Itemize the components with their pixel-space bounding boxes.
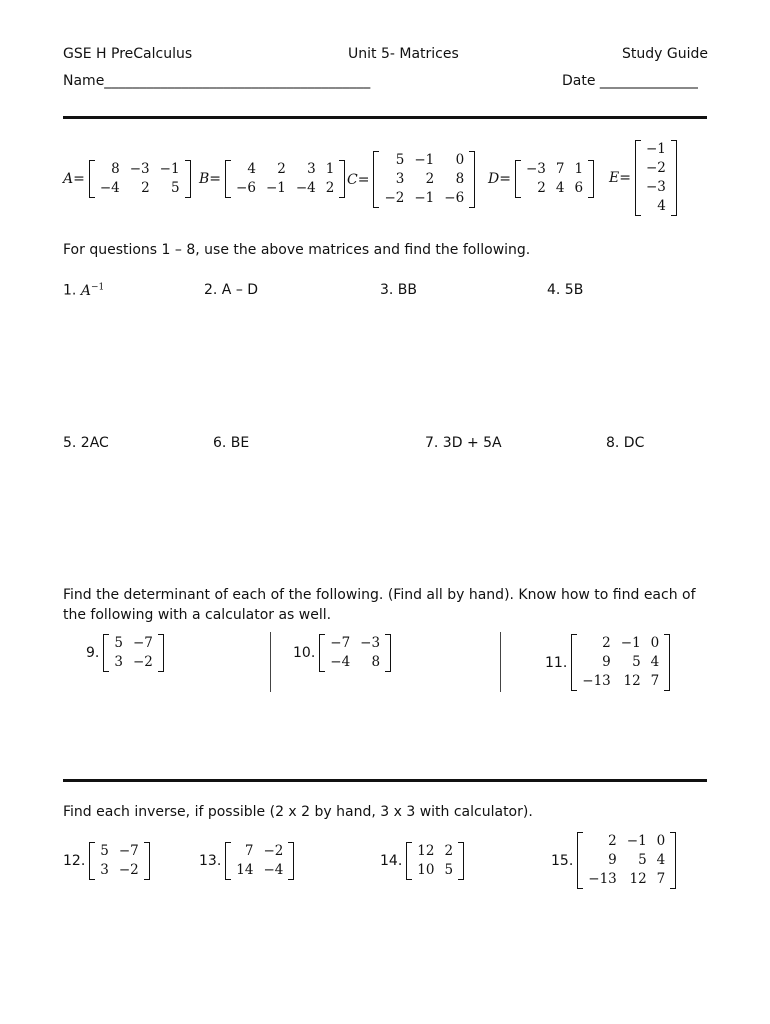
matrix-entry: 4: [555, 180, 565, 196]
matrix-row: [95, 842, 144, 861]
question-15: [551, 832, 676, 889]
matrix-row: [521, 179, 588, 198]
matrix-row: [641, 197, 671, 216]
question-10-number: 10.: [293, 645, 316, 661]
question-11-matrix: [571, 634, 670, 691]
matrix-row: [379, 170, 469, 189]
matrix-entry: −7: [132, 635, 153, 651]
question-2: 2. A – D: [204, 282, 259, 298]
matrix-row: [641, 178, 671, 197]
matrix-entry: −1: [626, 833, 647, 849]
section3-instruction: Find each inverse, if possible (2 x 2 by hand, 3 x 3 with calculator).: [63, 804, 533, 820]
matrix-B-label: B=: [199, 171, 222, 187]
matrix-row: [521, 160, 588, 179]
question-14-number: 14.: [380, 853, 403, 869]
matrix-entry: 9: [608, 852, 617, 868]
matrix-grid: [231, 842, 288, 880]
matrix-entry: 5: [114, 635, 123, 651]
matrix-entry: −1: [265, 180, 286, 196]
matrix-row: [109, 634, 158, 653]
matrix-row: [95, 179, 185, 198]
matrix-row: [577, 634, 664, 653]
question-11-number: 11.: [545, 654, 568, 671]
matrix-row: [325, 653, 385, 672]
matrix-entry: 5: [100, 843, 109, 859]
matrix-row: [95, 160, 185, 179]
matrix-grid: [109, 634, 158, 672]
matrix-grid: [231, 160, 339, 198]
matrix-entry: 5: [638, 852, 647, 868]
matrix-row: [231, 160, 339, 179]
matrix-right-bracket: [385, 634, 391, 672]
question-9: [86, 634, 164, 672]
matrix-entry: −1: [414, 152, 435, 168]
matrix-grid: [641, 140, 671, 216]
question-5: 5. 2AC: [63, 435, 109, 451]
matrix-entry: −1: [414, 190, 435, 206]
matrix-entry: 3: [114, 654, 123, 670]
middle-divider: [63, 779, 707, 782]
matrix-entry: 8: [455, 171, 465, 187]
question-13-number: 13.: [199, 853, 222, 869]
matrix-entry: 6: [574, 180, 584, 196]
matrix-entry: −3: [360, 635, 381, 651]
question-15-number: 15.: [551, 852, 574, 869]
matrix-entry: −7: [330, 635, 351, 651]
matrix-A: [63, 160, 191, 198]
course-title: GSE H PreCalculus: [63, 46, 193, 62]
matrix-row: [109, 653, 158, 672]
matrix-grid: [577, 634, 664, 691]
question-3: 3. BB: [380, 282, 418, 298]
question-14: [380, 842, 464, 880]
matrix-entry: 12: [417, 843, 435, 859]
matrix-row: [641, 140, 671, 159]
matrix-right-bracket: [144, 842, 150, 880]
matrix-row: [379, 189, 469, 208]
matrix-entry: −1: [159, 161, 180, 177]
matrix-entry: 2: [141, 180, 150, 196]
matrix-row: [412, 861, 458, 880]
matrix-entry: 4: [657, 198, 666, 214]
question-14-matrix: [406, 842, 464, 880]
question-10-matrix: [319, 634, 391, 672]
question-12: [63, 842, 150, 880]
question-4: 4. 5B: [547, 282, 584, 298]
column-divider-2: [500, 632, 501, 692]
question-6: 6. BE: [213, 435, 250, 451]
matrix-entry: 8: [111, 161, 120, 177]
matrix-D-body: [515, 160, 594, 198]
matrix-C: [347, 151, 475, 208]
matrix-entry: 3: [100, 862, 109, 878]
question-15-matrix: [577, 832, 676, 889]
matrix-entry: 9: [602, 654, 611, 670]
question-1-expression: [81, 283, 104, 299]
matrix-entry: 2: [444, 843, 454, 859]
matrix-row: [231, 842, 288, 861]
matrix-D-label: D=: [488, 171, 511, 187]
matrix-row: [412, 842, 458, 861]
matrix-grid: [412, 842, 458, 880]
matrix-right-bracket: [288, 842, 294, 880]
matrix-entry: −4: [99, 180, 120, 196]
matrix-right-bracket: [339, 160, 345, 198]
matrix-grid: [583, 832, 670, 889]
matrix-entry: 2: [537, 180, 546, 196]
matrix-E-body: [635, 140, 677, 216]
name-field: Name______________________________________: [63, 73, 371, 89]
matrix-C-body: [373, 151, 475, 208]
matrix-entry: −2: [118, 862, 139, 878]
matrix-entry: −13: [582, 673, 611, 689]
matrix-row: [583, 832, 670, 851]
section1-instruction: For questions 1 – 8, use the above matrices and find the following.: [63, 242, 531, 258]
matrix-grid: [521, 160, 588, 198]
matrix-A-label: A=: [63, 171, 85, 187]
matrix-entry: 5: [632, 654, 641, 670]
matrix-entry: −4: [295, 180, 316, 196]
matrix-entry: 2: [425, 171, 435, 187]
matrix-row: [379, 151, 469, 170]
matrix-entry: 3: [395, 171, 405, 187]
matrix-entry: −13: [588, 871, 617, 887]
matrix-right-bracket: [670, 832, 676, 889]
question-1-exponent: −1: [90, 282, 105, 292]
question-12-matrix: [89, 842, 150, 880]
matrix-grid: [325, 634, 385, 672]
matrix-entry: −6: [444, 190, 465, 206]
matrix-entry: 8: [371, 654, 381, 670]
matrix-E: [609, 140, 677, 216]
question-9-matrix: [103, 634, 164, 672]
matrix-entry: −2: [645, 160, 666, 176]
matrix-entry: 0: [650, 635, 660, 651]
matrix-entry: −4: [330, 654, 351, 670]
matrix-A-body: [89, 160, 191, 198]
matrix-entry: −2: [132, 654, 153, 670]
matrix-E-label: E=: [609, 170, 631, 186]
matrix-D: [488, 160, 594, 198]
matrix-grid: [379, 151, 469, 208]
section2-instruction-line2: the following with a calculator as well.: [63, 607, 332, 623]
doc-type: Study Guide: [622, 46, 708, 62]
matrix-entry: 4: [650, 654, 660, 670]
matrix-row: [325, 634, 385, 653]
matrix-entry: 12: [629, 871, 647, 887]
matrix-entry: 0: [656, 833, 666, 849]
matrix-grid: [95, 160, 185, 198]
question-13: [199, 842, 294, 880]
unit-title: Unit 5- Matrices: [348, 46, 459, 62]
matrix-entry: 5: [395, 152, 405, 168]
matrix-right-bracket: [158, 634, 164, 672]
matrix-right-bracket: [469, 151, 475, 208]
matrix-entry: 1: [574, 161, 584, 177]
matrix-entry: 2: [608, 833, 617, 849]
matrix-entry: 7: [656, 871, 666, 887]
matrix-entry: 4: [656, 852, 666, 868]
matrix-entry: 4: [247, 161, 256, 177]
question-12-number: 12.: [63, 853, 86, 869]
matrix-entry: 10: [417, 862, 435, 878]
matrix-row: [577, 653, 664, 672]
matrix-entry: 2: [602, 635, 611, 651]
matrix-row: [231, 861, 288, 880]
top-divider: [63, 116, 707, 119]
question-10: [293, 634, 391, 672]
matrix-row: [583, 851, 670, 870]
matrix-entry: 2: [277, 161, 286, 177]
matrix-entry: 7: [555, 161, 565, 177]
matrix-grid: [95, 842, 144, 880]
matrix-entry: −7: [118, 843, 139, 859]
question-9-number: 9.: [86, 645, 100, 661]
matrix-row: [95, 861, 144, 880]
question-1: [63, 282, 104, 299]
matrix-entry: −2: [384, 190, 405, 206]
matrix-C-label: C=: [347, 171, 370, 188]
matrix-right-bracket: [671, 140, 677, 216]
matrix-right-bracket: [185, 160, 191, 198]
matrix-entry: −2: [263, 843, 284, 859]
matrix-entry: −1: [620, 635, 641, 651]
matrix-row: [231, 179, 339, 198]
matrix-right-bracket: [588, 160, 594, 198]
matrix-entry: −3: [525, 161, 546, 177]
question-1-number: 1.: [63, 282, 77, 299]
matrix-entry: −4: [263, 862, 284, 878]
matrix-entry: 14: [236, 862, 254, 878]
column-divider-1: [270, 632, 271, 692]
date-field: Date ______________: [562, 73, 698, 89]
matrix-entry: 3: [307, 161, 316, 177]
question-1-base: A: [80, 282, 91, 299]
matrix-entry: 2: [325, 180, 335, 196]
question-8: 8. DC: [606, 435, 645, 451]
section2-instruction-line1: Find the determinant of each of the following. (Find all by hand). Know how to find each of: [63, 587, 696, 603]
matrix-entry: 1: [325, 161, 335, 177]
matrix-entry: −3: [645, 179, 666, 195]
question-11: [545, 634, 670, 691]
matrix-right-bracket: [664, 634, 670, 691]
matrix-entry: 5: [170, 180, 180, 196]
matrix-entry: 7: [244, 843, 254, 859]
matrix-entry: −1: [645, 141, 666, 157]
matrix-entry: −3: [129, 161, 150, 177]
matrix-right-bracket: [458, 842, 464, 880]
matrix-entry: 5: [444, 862, 454, 878]
matrix-row: [577, 672, 664, 691]
question-7: 7. 3D + 5A: [425, 435, 502, 451]
matrix-entry: 0: [455, 152, 465, 168]
matrix-B-body: [225, 160, 345, 198]
question-13-matrix: [225, 842, 294, 880]
matrix-entry: −6: [236, 180, 256, 196]
matrix-row: [583, 870, 670, 889]
matrix-entry: 12: [623, 673, 641, 689]
matrix-row: [641, 159, 671, 178]
matrix-B: [199, 160, 345, 198]
matrix-entry: 7: [650, 673, 660, 689]
